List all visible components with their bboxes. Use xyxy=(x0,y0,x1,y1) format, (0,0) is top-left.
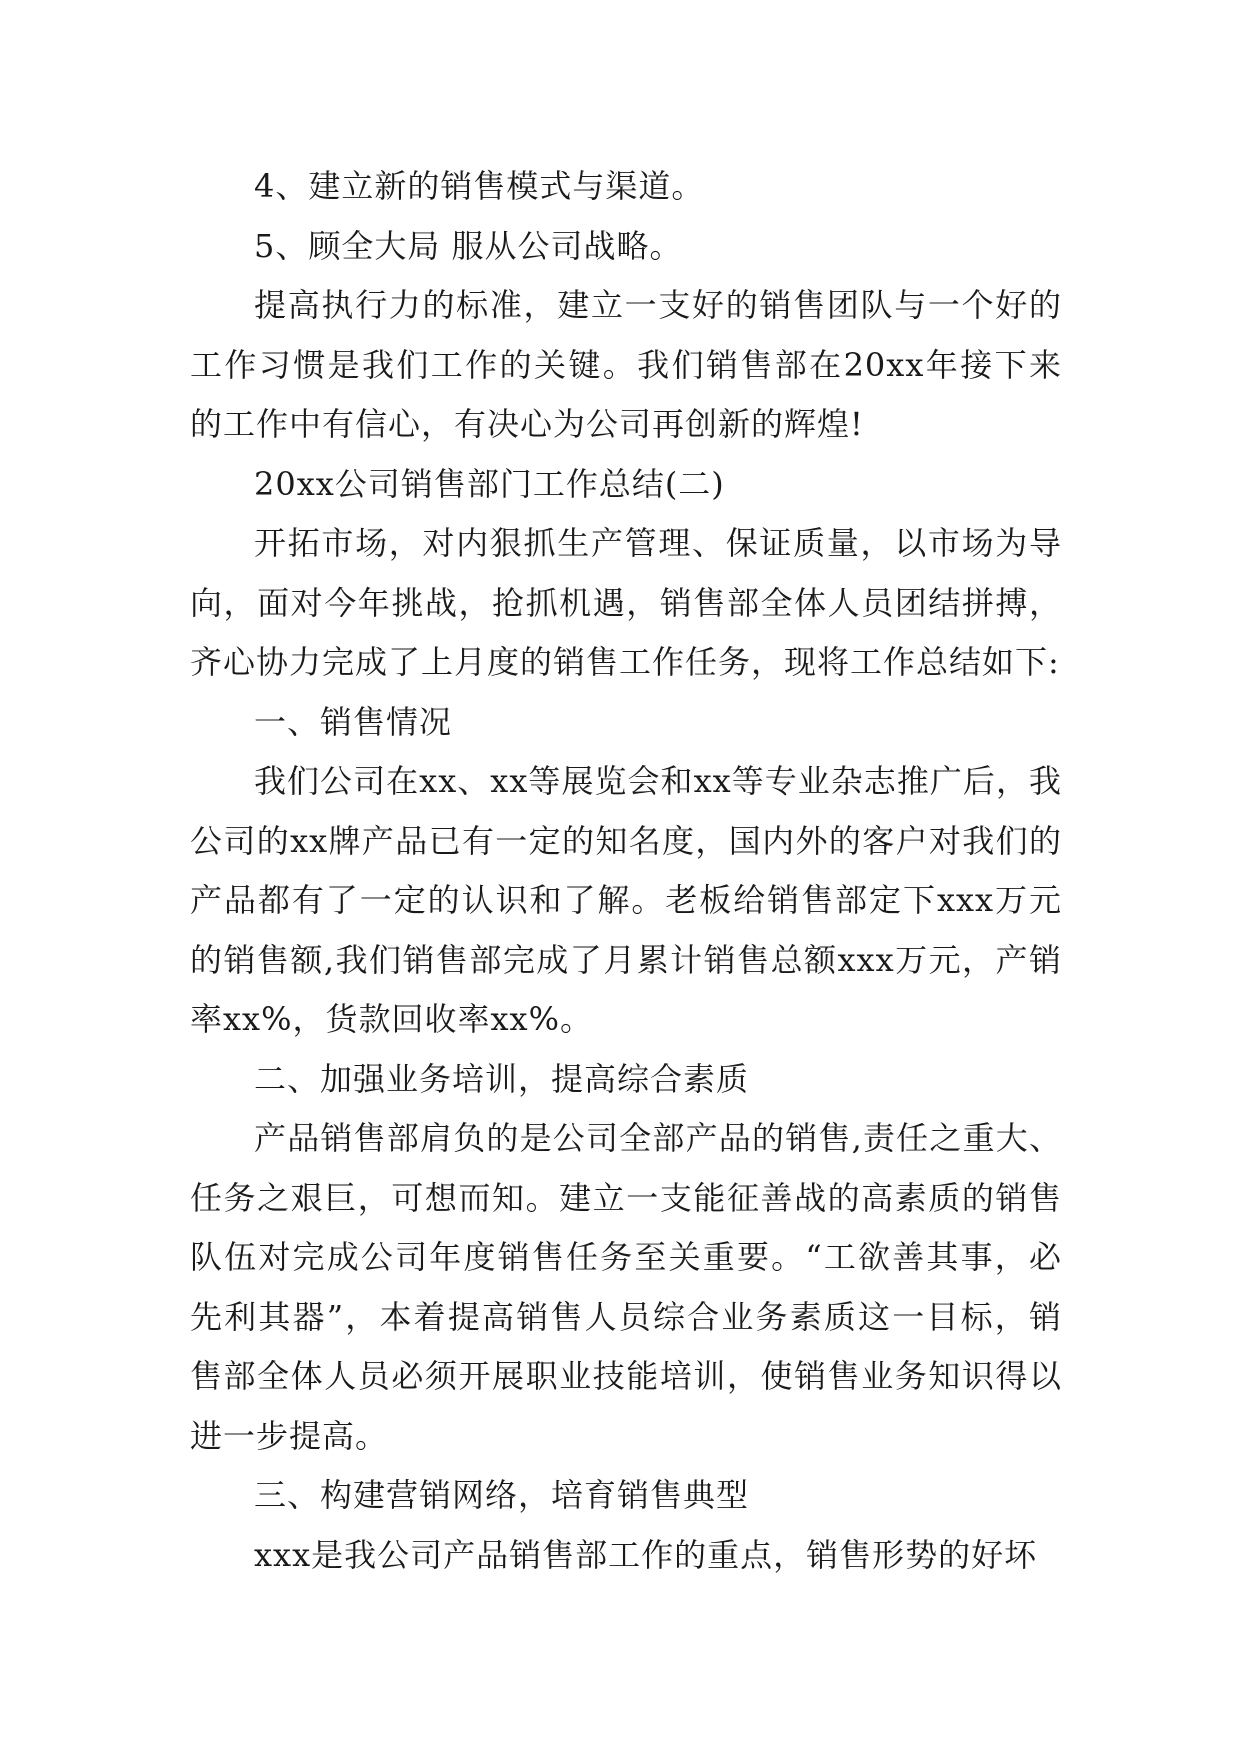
heading-training: 二、加强业务培训，提高综合素质 xyxy=(254,1059,750,1098)
paragraph-sales-situation: 我们公司在xx、xx等展览会和xx等专业杂志推广后，我公司的xx牌产品已有一定的知名度，国内外的客户对我们的产品都有了一定的认识和了解。老板给销售部定下xxx万元的销售额,我们销售部完成了月累计销售总额xxx万元，产销率xx%，货款回收率xx%。 xyxy=(190,762,1062,1038)
section-title: 20xx公司销售部门工作总结(二) xyxy=(254,464,725,503)
paragraph-intro: 开拓市场，对内狠抓生产管理、保证质量，以市场为导向，面对今年挑战，抢抓机遇，销售部全体人员团结拼搏，齐心协力完成了上月度的销售工作任务，现将工作总结如下: xyxy=(190,524,1062,681)
list-item-4: 4、建立新的销售模式与渠道。 xyxy=(254,167,705,205)
paragraph-execution: 提高执行力的标准，建立一支好的销售团队与一个好的工作习惯是我们工作的关键。我们销售部在20xx年接下来的工作中有信心，有决心为公司再创新的辉煌! xyxy=(190,286,1062,443)
heading-sales-situation: 一、销售情况 xyxy=(254,702,453,741)
document-body xyxy=(190,157,1062,1585)
list-item-5: 5、顾全大局 服从公司战略。 xyxy=(254,226,683,265)
heading-network: 三、构建营销网络，培育销售典型 xyxy=(254,1476,750,1514)
paragraph-training: 产品销售部肩负的是公司全部产品的销售,责任之重大、任务之艰巨，可想而知。建立一支能征善战的高素质的销售队伍对完成公司年度销售任务至关重要。“工欲善其事，必先利其器”，本着提高销售人员综合业务素质这一目标，销售部全体人员必须开展职业技能培训，使销售业务知识得以进一步提高。 xyxy=(190,1119,1062,1455)
paragraph-network: xxx是我公司产品销售部工作的重点，销售形势的好坏 xyxy=(254,1535,1038,1574)
